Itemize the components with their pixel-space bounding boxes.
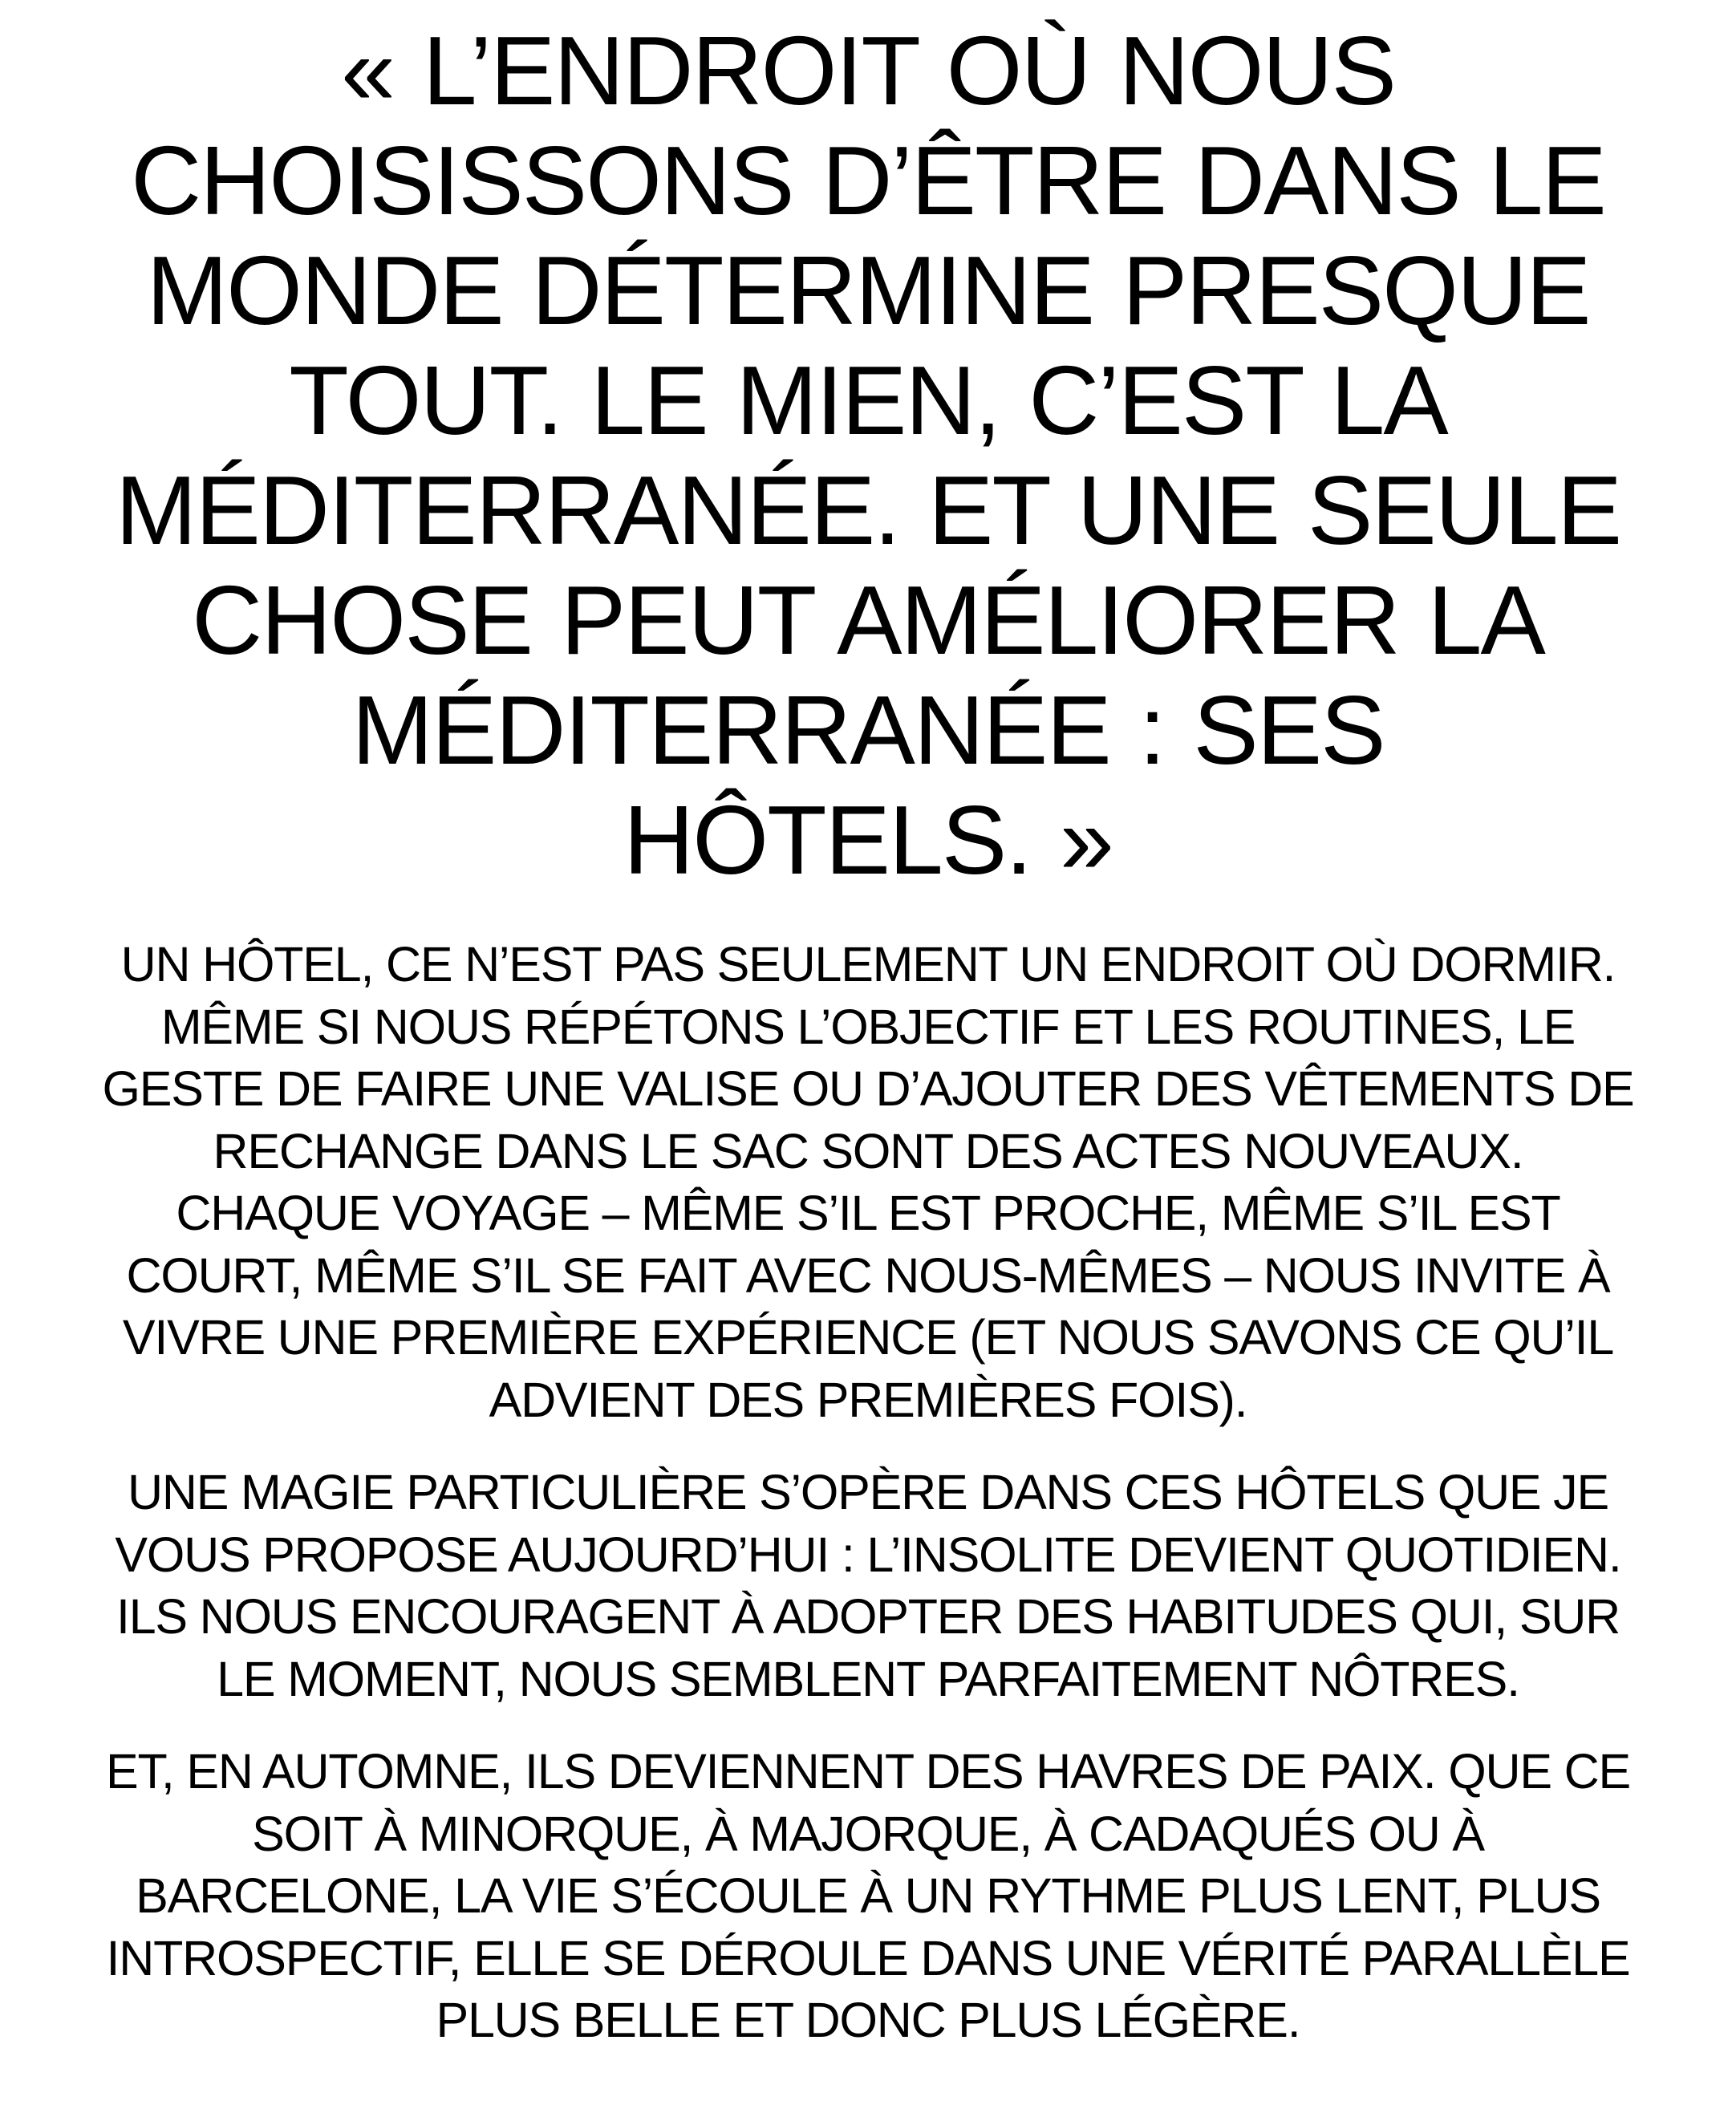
paragraph-line: RECHANGE DANS LE SAC SONT DES ACTES NOUVEAUX. (213, 1123, 1523, 1178)
quote-line: HÔTELS. » (623, 785, 1113, 894)
paragraph-line: BARCELONE, LA VIE S’ÉCOULE À UN RYTHME PLUS LENT, PLUS (136, 1868, 1600, 1923)
quote-line: MONDE DÉTERMINE PRESQUE (146, 236, 1590, 345)
paragraph-line: VOUS PROPOSE AUJOURD’HUI : L’INSOLITE DEVIENT QUOTIDIEN. (115, 1527, 1621, 1582)
paragraph-line: UN HÔTEL, CE N’EST PAS SEULEMENT UN ENDROIT OÙ DORMIR. (120, 937, 1616, 992)
quote-line: « L’ENDROIT OÙ NOUS (340, 16, 1396, 125)
paragraph-line: LE MOMENT, NOUS SEMBLENT PARFAITEMENT NÔTRES. (217, 1651, 1519, 1706)
quote-line: CHOISISSONS D’ÊTRE DANS LE (131, 126, 1605, 235)
quote-line: TOUT. LE MIEN, C’EST LA (289, 346, 1447, 455)
paragraph-line: PLUS BELLE ET DONC PLUS LÉGÈRE. (436, 1993, 1300, 2047)
quote-line: CHOSE PEUT AMÉLIORER LA (192, 566, 1544, 675)
paragraph-line: MÊME SI NOUS RÉPÉTONS L’OBJECTIF ET LES ROUTINES, LE (160, 999, 1576, 1054)
paragraph-line: GESTE DE FAIRE UNE VALISE OU D’AJOUTER DES VÊTEMENTS DE (102, 1061, 1634, 1116)
paragraph-line: UNE MAGIE PARTICULIÈRE S’OPÈRE DANS CES HÔTELS QUE JE (128, 1465, 1608, 1519)
quote-line: MÉDITERRANÉE : SES (351, 675, 1385, 785)
paragraph-line: CHAQUE VOYAGE – MÊME S’IL EST PROCHE, MÊME S’IL EST (176, 1186, 1560, 1240)
paragraph-line: VIVRE UNE PREMIÈRE EXPÉRIENCE (ET NOUS SAVONS CE QU’IL (122, 1310, 1614, 1365)
paragraph-2 (40, 1462, 1696, 1710)
paragraph-line: INTROSPECTIF, ELLE SE DÉROULE DANS UNE VÉRITÉ PARALLÈLE (106, 1930, 1630, 1985)
paragraph-3 (40, 1741, 1696, 2052)
pull-quote (40, 16, 1696, 895)
paragraph-1 (40, 934, 1696, 1431)
paragraph-line: COURT, MÊME S’IL SE FAIT AVEC NOUS-MÊMES – NOUS INVITE À (126, 1247, 1610, 1303)
paragraph-line: ADVIENT DES PREMIÈRES FOIS). (489, 1372, 1247, 1427)
quote-line: MÉDITERRANÉE. ET UNE SEULE (115, 456, 1621, 565)
paragraph-line: ET, EN AUTOMNE, ILS DEVIENNENT DES HAVRES DE PAIX. QUE CE (106, 1744, 1630, 1799)
body-text (40, 934, 1696, 2052)
paragraph-line: SOIT À MINORQUE, À MAJORQUE, À CADAQUÉS OU À (252, 1806, 1484, 1861)
paragraph-line: ILS NOUS ENCOURAGENT À ADOPTER DES HABITUDES QUI, SUR (116, 1589, 1620, 1644)
